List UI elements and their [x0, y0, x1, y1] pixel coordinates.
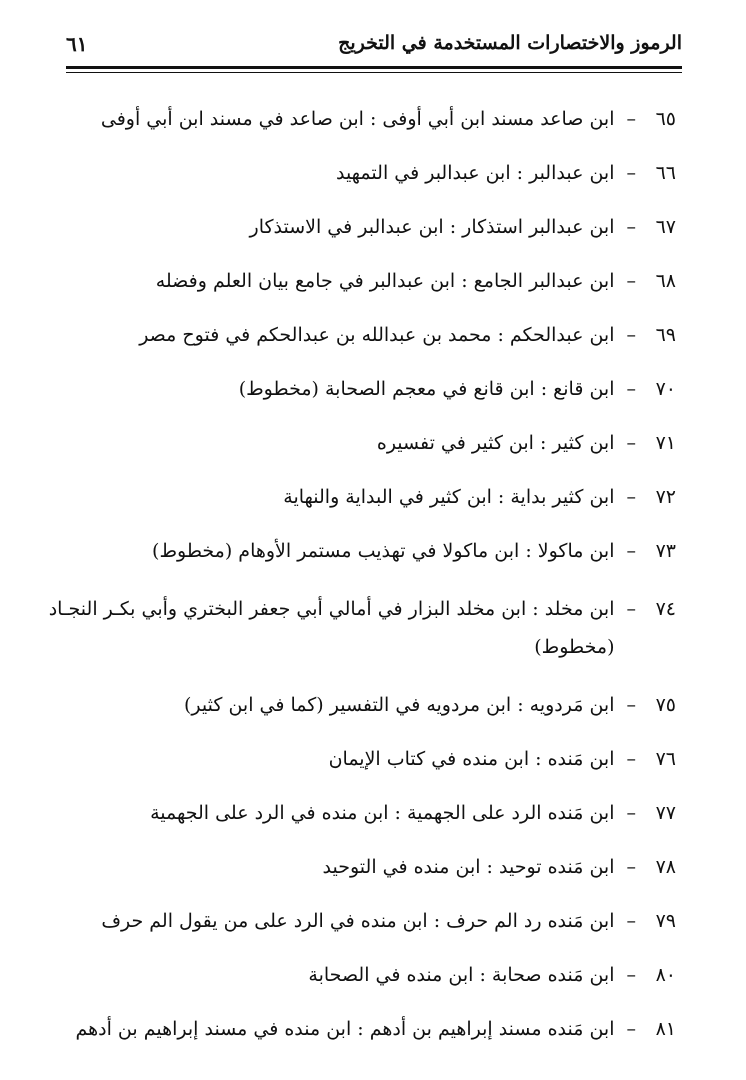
- page-header: [66, 30, 682, 62]
- entry-dash: –: [626, 324, 636, 346]
- list-item: [40, 590, 676, 666]
- entry-text: ابن عبدالبر استذكار : ابن عبدالبر في الاستذكار: [249, 216, 615, 238]
- list-item: [40, 428, 676, 458]
- list-item: [40, 1014, 676, 1044]
- list-item: [40, 212, 676, 242]
- entry-number: ٧٥: [655, 694, 676, 716]
- entry-dash: –: [626, 910, 636, 932]
- entry-number: ٦٩: [655, 324, 676, 346]
- entry-number: ٦٦: [655, 162, 676, 184]
- entry-text: ابن مَردويه : ابن مردويه في التفسير (كما في ابن كثير): [184, 694, 615, 716]
- entry-text: ابن مَنده مسند إبراهيم بن أدهم : ابن منده في مسند إبراهيم بن أدهم: [75, 1018, 615, 1040]
- list-item: [40, 158, 676, 188]
- list-item: [40, 690, 676, 720]
- entry-text: ابن كثير : ابن كثير في تفسيره: [376, 432, 615, 454]
- entry-dash: –: [626, 694, 636, 716]
- entry-text: ابن مخلد : ابن مخلد البزار في أمالي أبي جعفر البختري وأبي بكـر النجـاد (مخطوط): [48, 598, 615, 658]
- entry-text: ابن مَنده : ابن منده في كتاب الإيمان: [328, 748, 615, 770]
- entry-dash: –: [626, 964, 636, 986]
- list-item: [40, 320, 676, 350]
- entry-text: ابن كثير بداية : ابن كثير في البداية والنهاية: [283, 486, 615, 508]
- list-item: [40, 536, 676, 566]
- entry-number: ٧٠: [655, 378, 676, 400]
- header-rule-thin: [66, 72, 682, 73]
- entry-text: ابن ماكولا : ابن ماكولا في تهذيب مستمر الأوهام (مخطوط): [152, 540, 615, 562]
- list-item: [40, 744, 676, 774]
- entry-number: ٦٥: [655, 108, 676, 130]
- entry-text: ابن عبدالحكم : محمد بن عبدالله بن عبدالحكم في فتوح مصر: [139, 324, 615, 346]
- entry-dash: –: [626, 270, 636, 292]
- entry-number: ٧٨: [655, 856, 676, 878]
- list-item: [40, 906, 676, 936]
- entry-dash: –: [626, 1018, 636, 1040]
- entry-dash: –: [626, 486, 636, 508]
- entry-dash: –: [626, 856, 636, 878]
- entry-text: ابن عبدالبر : ابن عبدالبر في التمهيد: [335, 162, 615, 184]
- entry-number: ٧٢: [655, 486, 676, 508]
- entry-dash: –: [626, 598, 636, 620]
- entry-number: ٧١: [655, 432, 676, 454]
- list-item: [40, 852, 676, 882]
- entry-text: ابن مَنده الرد على الجهمية : ابن منده في الرد على الجهمية: [150, 802, 615, 824]
- entry-dash: –: [626, 108, 636, 130]
- list-item: [40, 266, 676, 296]
- entry-text: ابن مَنده رد الم حرف : ابن منده في الرد على من يقول الم حرف: [101, 910, 615, 932]
- header-rule: [66, 66, 682, 69]
- entry-number: ٧٦: [655, 748, 676, 770]
- entry-text: ابن عبدالبر الجامع : ابن عبدالبر في جامع بيان العلم وفضله: [155, 270, 615, 292]
- entry-number: ٧٤: [655, 598, 676, 620]
- entry-number: ٧٣: [655, 540, 676, 562]
- entry-text: ابن مَنده توحيد : ابن منده في التوحيد: [322, 856, 615, 878]
- entry-dash: –: [626, 802, 636, 824]
- entry-dash: –: [626, 162, 636, 184]
- entry-number: ٧٧: [655, 802, 676, 824]
- entry-dash: –: [626, 540, 636, 562]
- list-item: [40, 960, 676, 990]
- entry-number: ٦٧: [655, 216, 676, 238]
- entry-dash: –: [626, 748, 636, 770]
- running-title: الرموز والاختصارات المستخدمة في التخريج: [338, 32, 682, 54]
- page-number: ٦١: [66, 32, 88, 56]
- entry-dash: –: [626, 216, 636, 238]
- entry-text: ابن قانع : ابن قانع في معجم الصحابة (مخطوط): [238, 378, 615, 400]
- entry-dash: –: [626, 432, 636, 454]
- list-item: [40, 104, 676, 134]
- list-item: [40, 374, 676, 404]
- list-item: [40, 798, 676, 828]
- abbreviation-list: [40, 104, 676, 1068]
- list-item: [40, 482, 676, 512]
- entry-number: ٨١: [655, 1018, 676, 1040]
- entry-number: ٨٠: [655, 964, 676, 986]
- entry-text: ابن مَنده صحابة : ابن منده في الصحابة: [308, 964, 615, 986]
- entry-dash: –: [626, 378, 636, 400]
- entry-number: ٦٨: [655, 270, 676, 292]
- entry-text: ابن صاعد مسند ابن أبي أوفى : ابن صاعد في مسند ابن أبي أوفى: [100, 108, 615, 130]
- entry-number: ٧٩: [655, 910, 676, 932]
